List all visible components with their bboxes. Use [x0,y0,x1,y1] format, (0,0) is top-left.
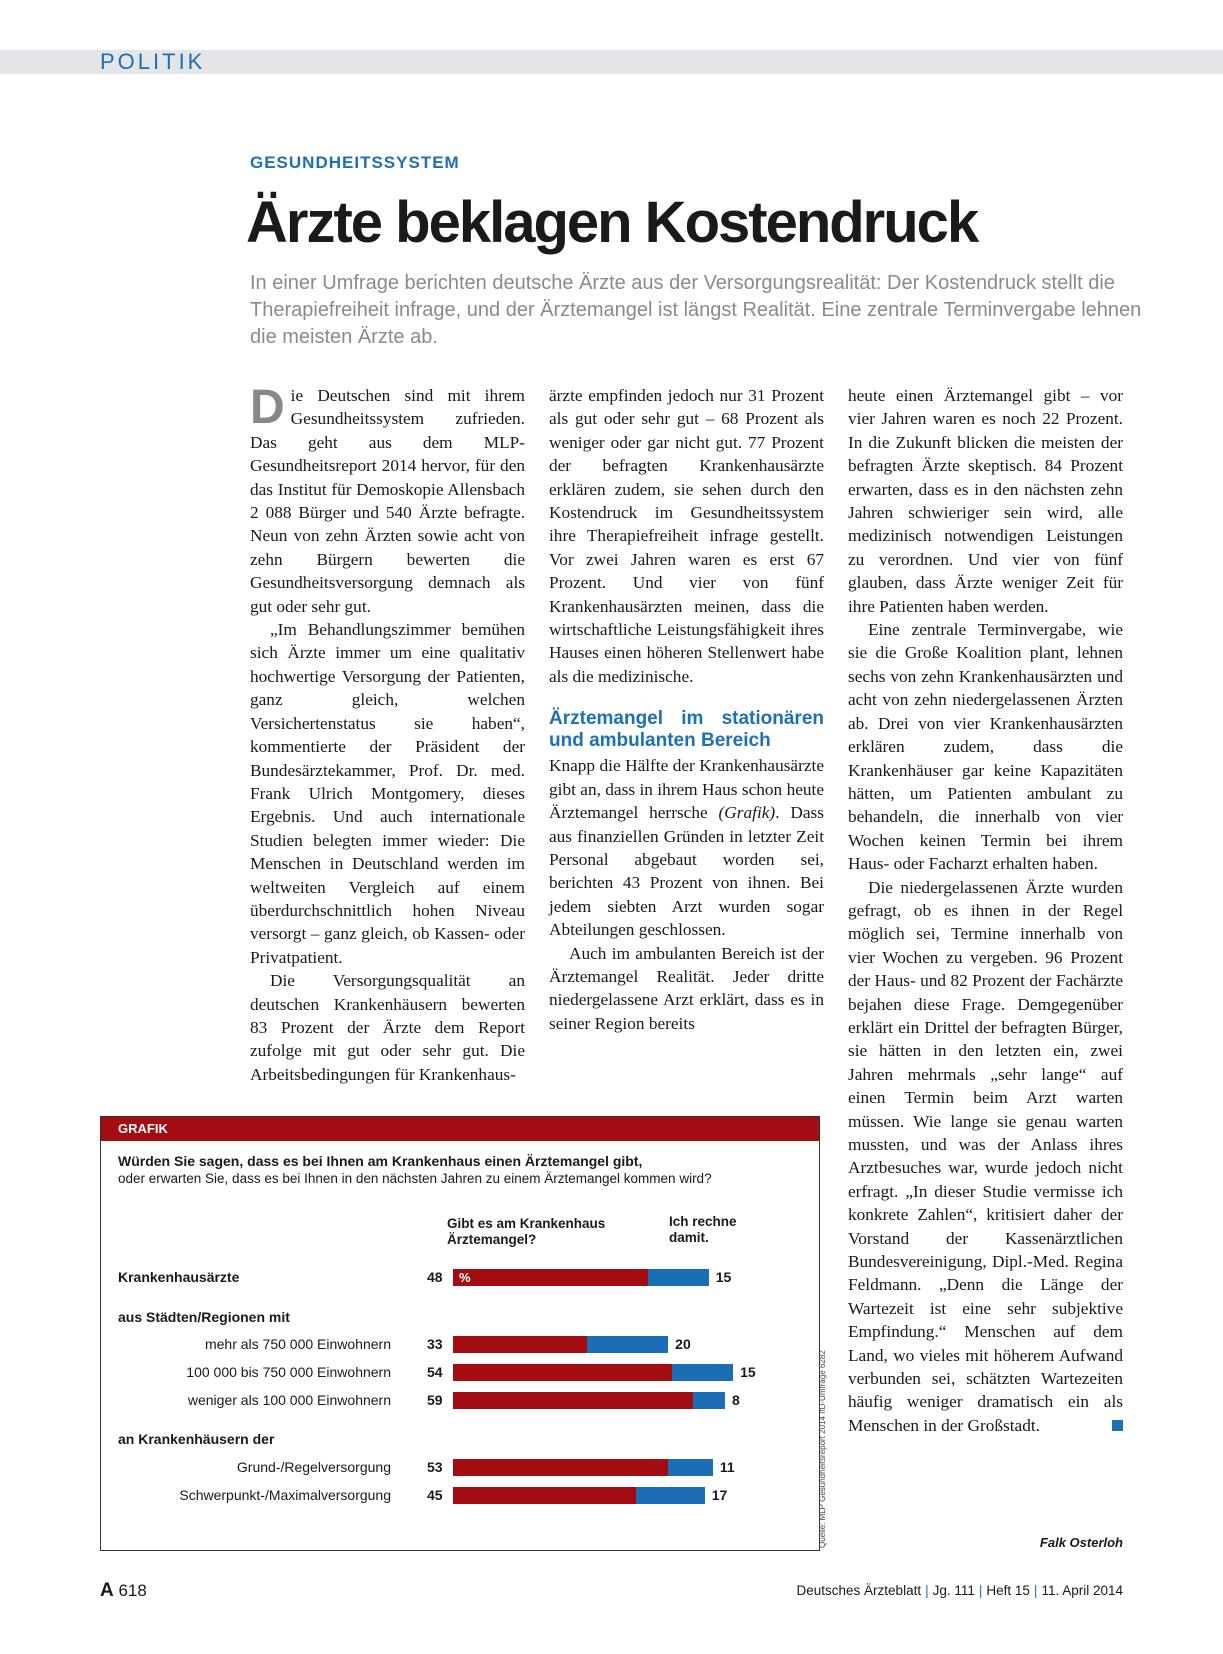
group-label: an Krankenhäusern der [118,1431,275,1447]
graphic-source: Quelle: MLP Gesundheitsreport 2014 IfD-Umfrage 6282 [818,1350,827,1548]
paragraph: Die Deutschen sind mit ihrem Gesundheitssystem zufrieden. Das geht aus dem MLP-Gesundheitsreport 2014 hervor, für den das Institut für Demoskopie Allensbach 2 088 Bürger und 540 Ärzte befragte. Neun von zehn Ärzten sowie acht von zehn Bürgern bewerten die Gesundheitsversorgung demnach als gut oder sehr gut. [250,381,525,616]
paragraph: „Im Behandlungszimmer bemühen sich Ärzte immer um eine qualitativ hochwertige Versorgung der Patienten, ganz gleich, welchen Versichertenstatus sie haben“, kommentierte der Präsident der Bundesärztekammer, Prof. Dr. med. Frank Ulrich Montgomery, dieses Ergebnis. Und auch internationale Studien belegten immer wieder: Die Menschen in Deutschland werden im weltweiten Vergleich auf einem überdurchschnittlich hohen Niveau versorgt – ganz gleich, ob Kassen- oder Privatpatient. [250,620,525,967]
column-header-b: Ich rechne damit. [669,1214,737,1245]
value-label: 15 [715,1269,732,1285]
paragraph: Auch im ambulanten Bereich ist der Ärztemangel Realität. Jeder dritte niedergelassene Arzt erklärt, dass es in seiner Region bereits [549,943,824,1033]
percent-sign: % [459,1270,471,1285]
paragraph: heute einen Ärztemangel gibt – vor vier Jahren waren es noch 22 Prozent. In die Zukunft blicken die meisten der befragten Ärzte skeptisch. 84 Prozent erwarten, dass es in den nächsten zehn Jahren schwieriger sein wird, alle medizinisch notwendigen Leistungen zu verordnen. Und vier von fünf glauben, dass Ärzte weniger Zeit für ihre Patienten haben werden. [848,386,1123,616]
paragraph: Eine zentrale Terminvergabe, wie sie die Große Koalition plant, lehnen sechs von zehn Krankenhausärzten und acht von zehn niedergelassenen Ärzten ab. Drei von vier Krankenhausärzten erklären zudem, dass die Krankenhäuser gar keine Kapazitäten hätten, um Patienten ambulant zu behandeln, die innerhalb von vier Wochen keinen Termin bei ihrem Haus- oder Facharzt erhalten haben. [848,620,1123,874]
value-label: 8 [732,1392,740,1408]
value-label: 17 [711,1487,728,1503]
bar-segment-aerztemangel [453,1459,668,1476]
value-label: 20 [675,1336,691,1352]
graphic-box [100,1116,820,1551]
bar-segment-aerztemangel [453,1269,648,1286]
bar-segment-aerztemangel [453,1392,693,1409]
page-number: A 618 [100,1580,147,1601]
lead-paragraph: In einer Umfrage berichten deutsche Ärzte aus der Versorgungsrealität: Der Kostendruck stellt die Therapiefreiheit infrage, und der Ärztemangel ist längst Realität. Eine zentrale Terminvergabe lehnen die meisten Ärzte ab. [250,272,1142,348]
graphic-label: GRAFIK [101,1117,819,1141]
figure-reference: (Grafik) [718,803,776,823]
value-label: 54 [427,1364,443,1380]
row-label: Krankenhausärzte [118,1269,240,1285]
paragraph: Knapp die Hälfte der Krankenhausärzte gibt an, dass in ihrem Haus schon heute Ärztemangel herrsche (Grafik). Dass aus finanziellen Gründen in letzter Zeit Personal abgebaut worden sei, berichten 43 Prozent von ihnen. Bei jedem siebten Arzt wurden sogar Abteilungen geschlossen. [549,756,824,940]
bar-segment-erwartet [587,1336,668,1353]
article-column-3 [848,384,1123,1437]
bar-segment-erwartet [693,1392,725,1409]
value-label: 45 [427,1487,443,1503]
row-label: 100 000 bis 750 000 Einwohnern [186,1364,391,1380]
article-column-2 [549,384,824,1035]
row-label: Schwerpunkt-/Maximalversorgung [179,1487,391,1503]
value-label: 48 [427,1269,443,1285]
graphic-question-continued: oder erwarten Sie, dass es bei Ihnen in den nächsten Jahren zu einem Ärztemangel kommen wird? [118,1171,712,1186]
value-label: 33 [427,1336,443,1352]
value-label: 53 [427,1459,443,1475]
journal-info: Deutsches Ärzteblatt | Jg. 111 | Heft 15 | 11. April 2014 [796,1583,1123,1598]
bar-segment-erwartet [636,1487,705,1504]
bar-segment-erwartet [672,1364,733,1381]
value-label: 59 [427,1392,443,1408]
bar-segment-aerztemangel [453,1336,587,1353]
end-mark-icon [1112,1420,1123,1431]
kicker: GESUNDHEITSSYSTEM [250,153,460,172]
group-label: aus Städten/Regionen mit [118,1309,290,1325]
paragraph: Die Versorgungsqualität an deutschen Krankenhäusern bewerten 83 Prozent der Ärzte dem Report zufolge mit gut oder sehr gut. Die Arbeitsbedingungen für Krankenhaus- [250,971,525,1084]
subheading: Ärztemangel im stationären und ambulanten Bereich [549,708,824,752]
paragraph: Die niedergelassenen Ärzte wurden gefragt, ob es ihnen in der Regel möglich sei, Termine innerhalb von vier Wochen zu vergeben. 96 Prozent der Haus- und 82 Prozent der Fachärzte bejahen diese Frage. Demgegenüber erklärt ein Drittel der befragten Bürger, sie hätten in den letzten ein, zwei Jahren mehrmals „sehr lange“ auf einen Termin beim Arzt warten müssen. Wie lange sie genau warten mussten, und was der Anlass ihres Arztbesuches war, wurde jedoch nicht erfragt. „In dieser Studie vermisse ich konkrete Zahlen“, kritisiert daher der Vorstand der Kassenärztlichen Bundesvereinigung, Dipl.-Med. Regina Feldmann. „Denn die Länge der Wartezeit ist eine sehr subjektive Empfindung.“ Menschen auf dem Land, wo vieles mit höherem Aufwand verbunden sei, schätzten Wartezeiten häufig weniger dramatisch ein als Menschen in der Großstadt. [848,877,1123,1435]
row-label: Grund-/Regelversorgung [236,1459,391,1475]
row-label: weniger als 100 000 Einwohnern [187,1392,391,1408]
author: Falk Osterloh [1039,1535,1123,1550]
row-label: mehr als 750 000 Einwohnern [204,1336,391,1352]
graphic-question: Würden Sie sagen, dass es bei Ihnen am Krankenhaus einen Ärztemangel gibt, [118,1153,643,1169]
drop-cap: D [250,381,285,434]
value-label: 11 [719,1459,735,1475]
bar-segment-aerztemangel [453,1364,672,1381]
column-header-a: Gibt es am Krankenhaus Ärztemangel? [447,1216,606,1247]
bar-segment-erwartet [648,1269,709,1286]
bar-segment-erwartet [668,1459,713,1476]
value-label: 15 [740,1364,756,1380]
paragraph: ärzte empfinden jedoch nur 31 Prozent als gut oder sehr gut – 68 Prozent als weniger oder gar nicht gut. 77 Prozent der befragten Krankenhausärzte erklären zudem, sie sehen durch den Kostendruck im Gesundheitssystem ihre Therapiefreiheit infrage gestellt. Vor zwei Jahren waren es erst 67 Prozent. Und vier von fünf Krankenhausärzten meinen, dass die wirtschaftliche Leistungsfähigkeit ihres Hauses einen höheren Stellenwert habe als die medizinische. [549,386,824,686]
article-column-1 [250,381,525,1086]
bar-segment-aerztemangel [453,1487,636,1504]
section-label: POLITIK [100,49,206,74]
headline: Ärzte beklagen Kostendruck [246,190,978,255]
